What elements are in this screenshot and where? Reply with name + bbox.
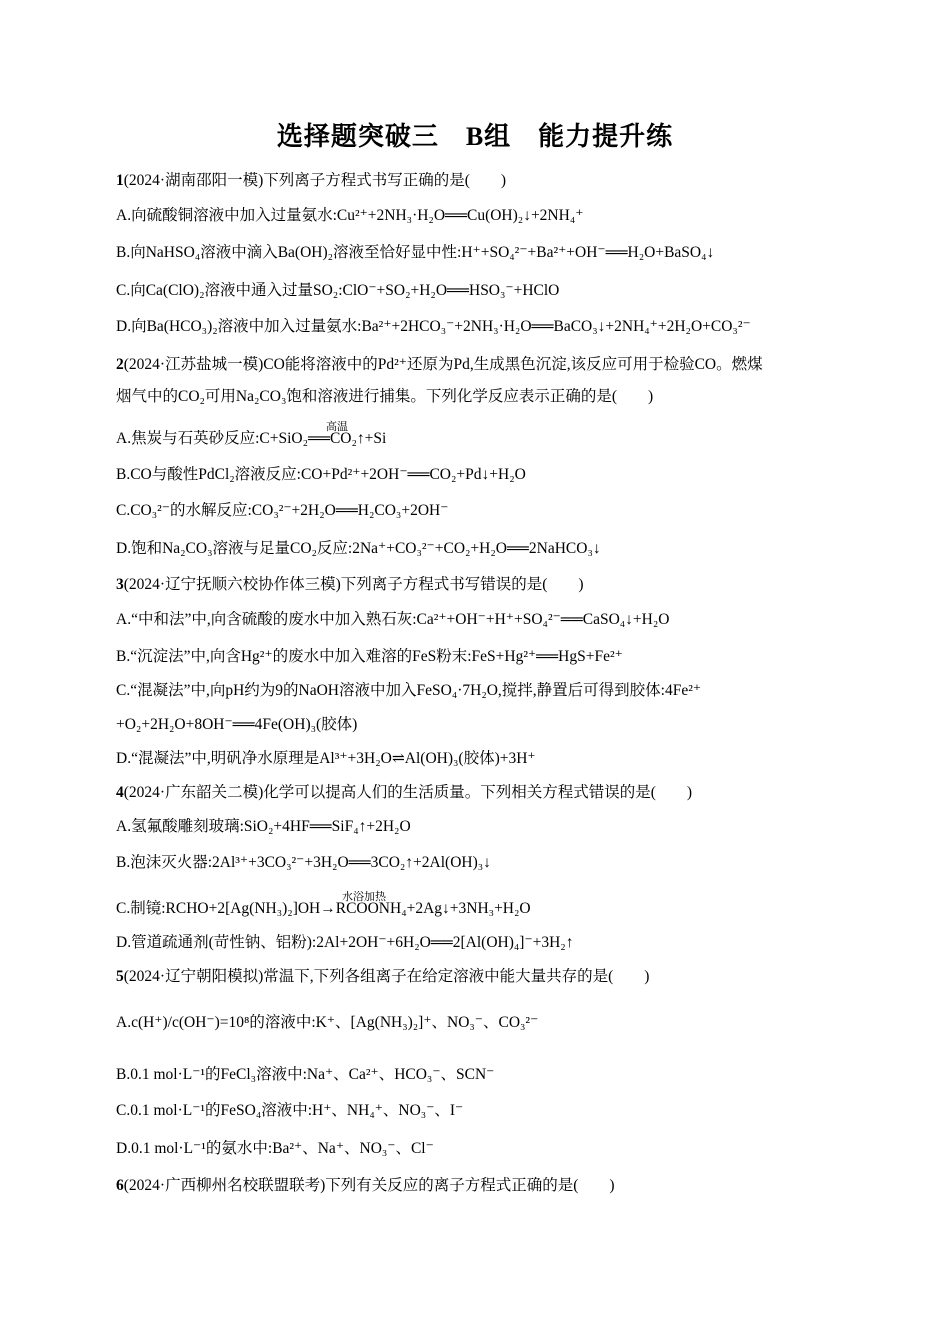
question-3-option-a: A.“中和法”中,向含硫酸的废水中加入熟石灰:Ca²⁺+OH⁻+H⁺+SO₄²⁻══CaSO₄↓+H₂O	[116, 611, 670, 628]
question-2-stem-line-1	[116, 354, 850, 376]
question-5-option-d: D.0.1 mol·L⁻¹的氨水中:Ba²⁺、Na⁺、NO₃⁻、Cl⁻	[116, 1140, 434, 1157]
question-4-option-a: A.氢氟酸雕刻玻璃:SiO₂+4HF══SiF₄↑+2H₂O	[116, 818, 411, 835]
question-3-option-b: B.“沉淀法”中,向含Hg²⁺的废水中加入难溶的FeS粉末:FeS+Hg²⁺══HgS+Fe²⁺	[116, 648, 623, 665]
question-5-option-a: A.c(H⁺)/c(OH⁻)=10⁸的溶液中:K⁺、[Ag(NH₃)₂]⁺、NO₃⁻、CO₃²⁻	[116, 1014, 539, 1031]
question-2-stem-line-2: 烟气中的CO₂可用Na₂CO₃饱和溶液进行捕集。下列化学反应表示正确的是( )	[116, 388, 654, 405]
question-1-option-c: C.向Ca(ClO)₂溶液中通入过量SO₂:ClO⁻+SO₂+H₂O══HSO₃⁻+HClO	[116, 282, 560, 299]
question-1-option-d: D.向Ba(HCO₃)₂溶液中加入过量氨水:Ba²⁺+2HCO₃⁻+2NH₃·H₂O══BaCO₃↓+2NH₄⁺+2H₂O+CO₃²⁻	[116, 318, 751, 335]
question-5-stem-text: (2024·辽宁朝阳模拟)常温下,下列各组离子在给定溶液中能大量共存的是( )	[123, 968, 650, 985]
reaction-condition-label: 高温	[326, 421, 348, 433]
question-4-stem-text: (2024·广东韶关二模)化学可以提高人们的生活质量。下列相关方程式错误的是( )	[123, 784, 693, 801]
question-1-option-a: A.向硫酸铜溶液中加入过量氨水:Cu²⁺+2NH₃·H₂O══Cu(OH)₂↓+2NH₄⁺	[116, 207, 584, 224]
question-3-option-c-line-1: C.“混凝法”中,向pH约为9的NaOH溶液中加入FeSO₄·7H₂O,搅拌,静置后可得到胶体:4Fe²⁺	[116, 682, 702, 699]
question-5-option-c: C.0.1 mol·L⁻¹的FeSO₄溶液中:H⁺、NH₄⁺、NO₃⁻、I⁻	[116, 1102, 464, 1119]
reaction-condition-label: 水浴加热	[342, 891, 386, 903]
question-2-option-a-text: A.焦炭与石英砂反应:C+SiO₂══CO₂↑+Si	[116, 430, 387, 447]
question-3-number: 3	[116, 576, 124, 593]
question-4-option-c-text: C.制镜:RCHO+2[Ag(NH₃)₂]OH→RCOONH₄+2Ag↓+3NH₃+H₂O	[116, 900, 531, 917]
question-1-option-b: B.向NaHSO₄溶液中滴入Ba(OH)₂溶液至恰好显中性:H⁺+SO₄²⁻+Ba²⁺+OH⁻══H₂O+BaSO₄↓	[116, 244, 715, 261]
question-2-option-c: C.CO₃²⁻的水解反应:CO₃²⁻+2H₂O══H₂CO₃+2OH⁻	[116, 502, 449, 519]
question-3-option-c-line-2: +O₂+2H₂O+8OH⁻══4Fe(OH)₃(胶体)	[116, 716, 358, 733]
question-4-option-c	[116, 891, 850, 920]
question-5-option-b: B.0.1 mol·L⁻¹的FeCl₃溶液中:Na⁺、Ca²⁺、HCO₃⁻、SCN⁻	[116, 1066, 495, 1083]
question-1-stem-text: (2024·湖南邵阳一模)下列离子方程式书写正确的是( )	[123, 172, 507, 189]
question-2-stem-text: (2024·江苏盐城一模)CO能将溶液中的Pd²⁺还原为Pd,生成黑色沉淀,该反应可用于检验CO。燃煤	[123, 356, 763, 373]
question-1-number: 1	[116, 172, 124, 189]
question-4-option-b: B.泡沫灭火器:2Al³⁺+3CO₃²⁻+3H₂O══3CO₂↑+2Al(OH)₃↓	[116, 854, 491, 871]
page-title: 选择题突破三 B组 能力提升练	[276, 122, 674, 151]
question-3-stem	[116, 574, 850, 596]
question-4-number: 4	[116, 784, 124, 801]
question-4-stem	[116, 782, 850, 804]
question-2-option-b: B.CO与酸性PdCl₂溶液反应:CO+Pd²⁺+2OH⁻══CO₂+Pd↓+H₂O	[116, 466, 526, 483]
question-2-number: 2	[116, 356, 124, 373]
question-4-option-d: D.管道疏通剂(苛性钠、铝粉):2Al+2OH⁻+6H₂O══2[Al(OH)₄]⁻+3H₂↑	[116, 934, 574, 951]
question-5-stem	[116, 966, 850, 988]
question-2-option-a	[116, 421, 850, 450]
question-2-option-d: D.饱和Na₂CO₃溶液与足量CO₂反应:2Na⁺+CO₃²⁻+CO₂+H₂O══2NaHCO₃↓	[116, 540, 601, 557]
question-6-number: 6	[116, 1177, 124, 1194]
question-3-stem-text: (2024·辽宁抚顺六校协作体三模)下列离子方程式书写错误的是( )	[123, 576, 584, 593]
question-5-number: 5	[116, 968, 124, 985]
question-1-stem	[116, 170, 850, 192]
question-6-stem	[116, 1175, 850, 1197]
question-6-stem-text: (2024·广西柳州名校联盟联考)下列有关反应的离子方程式正确的是( )	[123, 1177, 615, 1194]
question-3-option-d: D.“混凝法”中,明矾净水原理是Al³⁺+3H₂O⇌Al(OH)₃(胶体)+3H⁺	[116, 750, 536, 767]
